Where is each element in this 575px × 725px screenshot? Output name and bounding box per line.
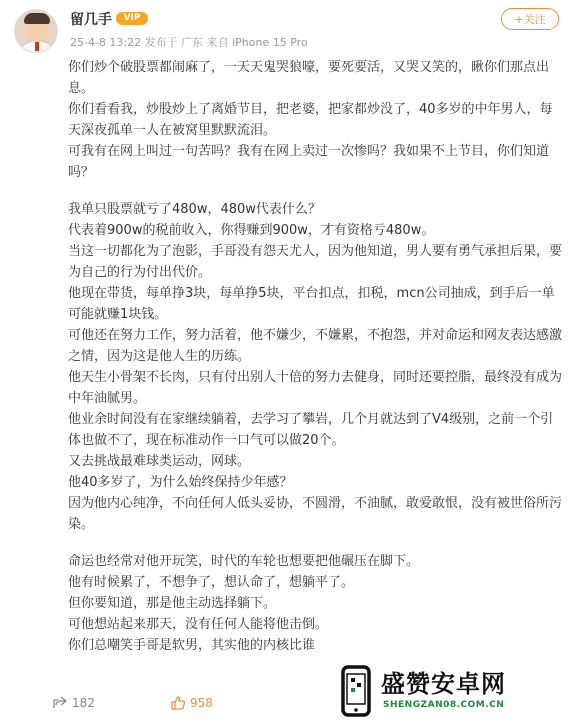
post-paragraph: 可他想站起来那天，没有任何人能将他击倒。 bbox=[68, 617, 329, 632]
paragraph-gap bbox=[68, 183, 565, 199]
post-meta: 25-4-8 13:22 发布于 广东 来自 iPhone 15 Pro bbox=[70, 36, 308, 49]
post-paragraph: 当这一切都化为了泡影，手哥没有怨天尤人，因为他知道，男人要有勇气承担后果，要为自己的行为付出代价。 bbox=[68, 244, 563, 280]
post-header bbox=[0, 0, 575, 55]
share-count: 182 bbox=[72, 696, 95, 710]
vip-badge: VIP bbox=[116, 12, 148, 25]
post-content bbox=[68, 57, 565, 656]
avatar-hair bbox=[24, 13, 50, 24]
avatar-tie bbox=[35, 41, 39, 51]
post-paragraph: 我单只股票就亏了480w，480w代表什么？ bbox=[68, 202, 321, 217]
post-paragraph: 他业余时间没有在家继续躺着，去学习了攀岩，几个月就达到了V4级别，之前一个引体也做不了，现在标准动作一口气可以做20个。 bbox=[68, 412, 554, 448]
post-paragraph: 因为他内心纯净，不向任何人低头妥协，不圆滑，不油腻，敢爱敢恨，没有被世俗所污染。 bbox=[68, 496, 563, 532]
like-count: 958 bbox=[190, 696, 213, 710]
share-icon bbox=[52, 695, 68, 711]
post-paragraph: 他天生小骨架不长肉，只有付出别人十倍的努力去健身，同时还要控脂，最终没有成为中年油腻男。 bbox=[68, 370, 563, 406]
paragraph-gap bbox=[68, 535, 565, 551]
thumbs-up-icon bbox=[170, 695, 186, 711]
post-paragraph: 你们总嘲笑手哥是软男，其实他的内核比谁 bbox=[68, 638, 316, 653]
post-paragraph: 又去挑战最难球类运动，网球。 bbox=[68, 454, 251, 469]
post-paragraph: 可他还在努力工作，努力活着，他不嫌少，不嫌累，不抱怨，并对命运和网友表达感激之情，因为这是他人生的历练。 bbox=[68, 328, 563, 364]
post-paragraph: 他有时候累了，不想争了，想认命了，想躺平了。 bbox=[68, 575, 355, 590]
share-button[interactable] bbox=[52, 693, 95, 713]
post-paragraph: 可我有在网上叫过一句苦吗？我有在网上卖过一次惨吗？我如果不上节目，你们知道吗？ bbox=[68, 144, 550, 180]
follow-button[interactable]: +关注 bbox=[501, 8, 559, 30]
watermark-title: 盛赞安卓网 bbox=[381, 670, 506, 698]
avatar[interactable] bbox=[14, 9, 58, 53]
watermark-url: SHENGZAN08.COM.CN bbox=[383, 700, 505, 710]
post-paragraph: 他40多岁了，为什么始终保持少年感？ bbox=[68, 475, 293, 490]
username[interactable]: 留几手 bbox=[70, 12, 112, 28]
post-paragraph: 命运也经常对他开玩笑，时代的车轮也想要把他碾压在脚下。 bbox=[68, 554, 420, 569]
post-paragraph: 代表着900w的税前收入，你得赚到900w，才有资格亏480w。 bbox=[68, 223, 435, 238]
post-paragraph: 但你要知道，那是他主动选择躺下。 bbox=[68, 596, 277, 611]
post-paragraph: 你们看看我，炒股炒上了离婚节目，把老婆，把家都炒没了，40多岁的中年男人，每天深夜孤单一人在被窝里默默流泪。 bbox=[68, 102, 553, 138]
site-watermark bbox=[333, 656, 575, 725]
post-paragraph: 你们炒个破股票都闹麻了，一天天鬼哭狼嚎，要死要活，又哭又笑的，瞅你们那点出息。 bbox=[68, 60, 550, 96]
phone-logo-icon bbox=[339, 664, 375, 718]
post-paragraph: 他现在带货，每单挣3块，每单挣5块，平台扣点，扣税，mcn公司抽成，到手后一单可能就赚1块钱。 bbox=[68, 286, 555, 322]
like-button[interactable] bbox=[170, 693, 213, 713]
